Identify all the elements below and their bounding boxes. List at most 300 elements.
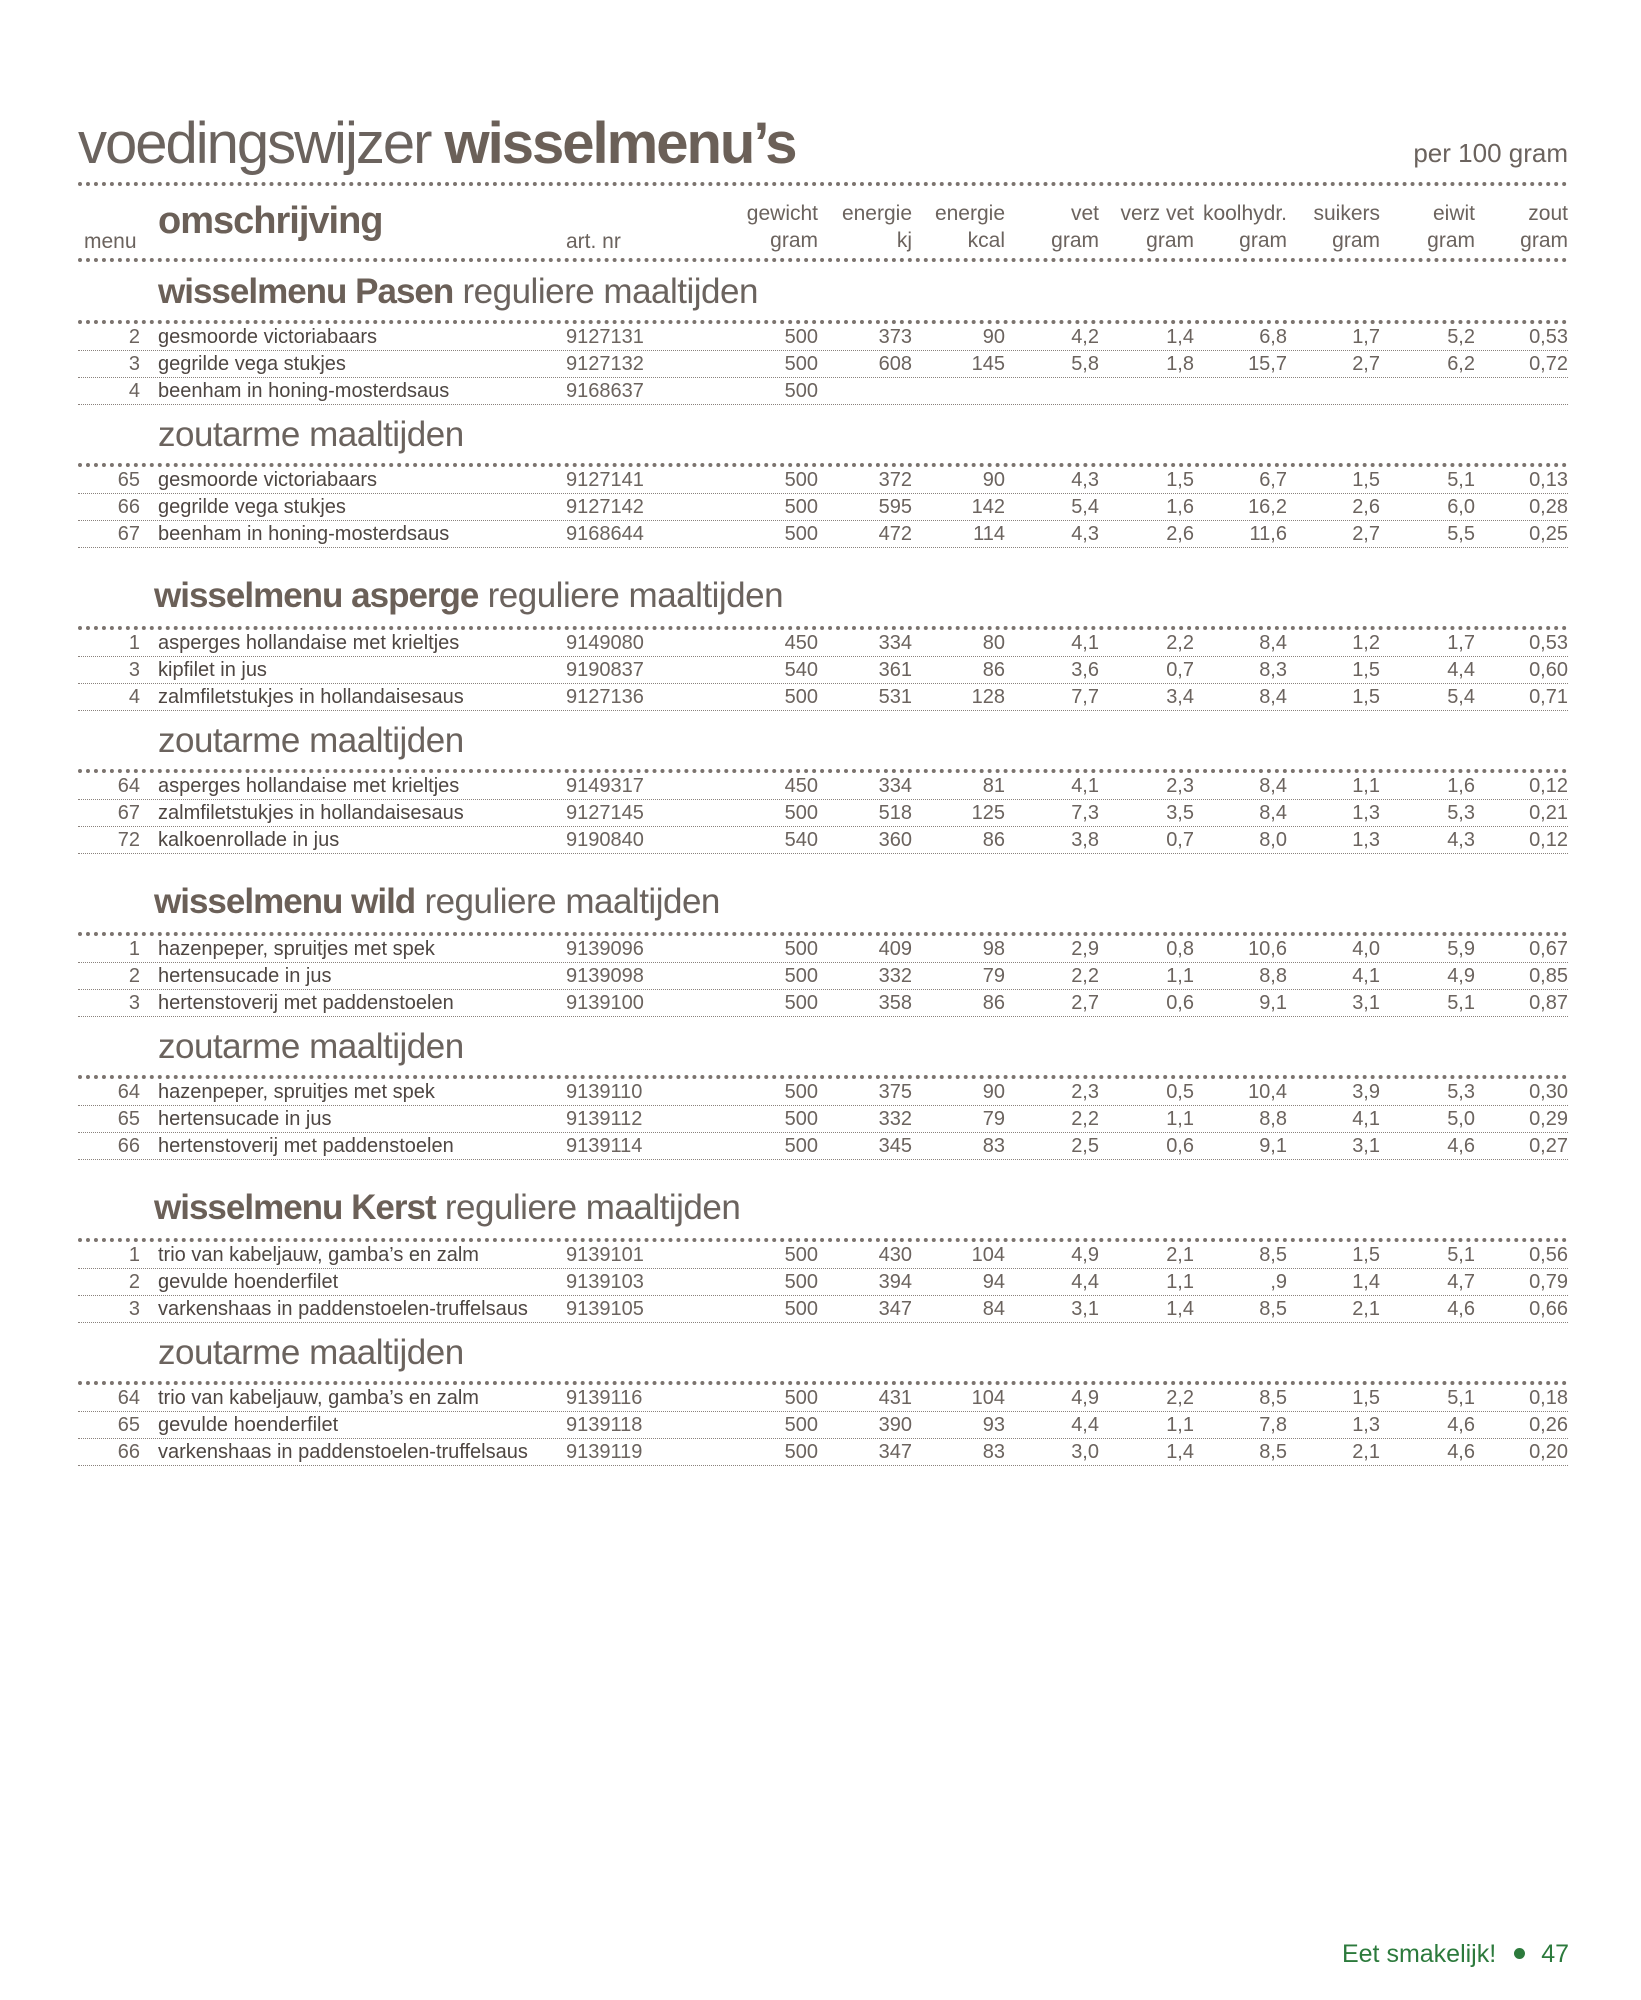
cell-menu: 3 [128, 659, 140, 681]
cell-gewicht: 500 [784, 1271, 818, 1293]
header-gewicht-unit: gram [770, 229, 818, 252]
cell-menu: 72 [117, 829, 140, 851]
cell-gewicht: 540 [784, 829, 818, 851]
cell-koolhydr: 8,4 [1259, 686, 1287, 708]
cell-zout: 0,18 [1529, 1387, 1568, 1409]
cell-koolhydr: 10,6 [1248, 938, 1287, 960]
cell-menu: 2 [128, 1271, 140, 1293]
cell-artnr: 9139114 [566, 1135, 643, 1157]
header-zout-label: zout [1528, 202, 1568, 225]
page-title [78, 110, 796, 177]
cell-koolhydr: 10,4 [1248, 1081, 1287, 1103]
table-row [78, 1242, 1568, 1269]
header-gewicht-label: gewicht [746, 202, 818, 225]
cell-verz-vet: 1,4 [1166, 1298, 1194, 1320]
cell-omschrijving: gevulde hoenderfilet [158, 1271, 339, 1293]
cell-omschrijving: hertensucade in jus [158, 1108, 332, 1130]
header-energie-kcal [935, 200, 1005, 254]
group-label: zoutarme maaltijden [158, 415, 464, 454]
cell-artnr: 9139118 [566, 1414, 643, 1436]
cell-energie-kcal: 79 [982, 1108, 1005, 1130]
cell-koolhydr: 7,8 [1259, 1414, 1287, 1436]
cell-artnr: 9168637 [566, 380, 644, 402]
cell-eiwit: 5,1 [1447, 1387, 1475, 1409]
group-label: zoutarme maaltijden [158, 1333, 464, 1372]
cell-zout: 0,21 [1529, 802, 1568, 824]
cell-gewicht: 500 [784, 1081, 818, 1103]
cell-gewicht: 500 [784, 469, 818, 491]
table-row [78, 773, 1568, 800]
cell-vet: 4,4 [1071, 1271, 1099, 1293]
header-eiwit-unit: gram [1427, 229, 1475, 252]
cell-artnr: 9139105 [566, 1298, 644, 1320]
table-row [78, 990, 1568, 1017]
header-suikers [1313, 200, 1380, 254]
header-verz-vet-unit: gram [1146, 229, 1194, 252]
table-row [78, 657, 1568, 684]
cell-omschrijving: gesmoorde victoriabaars [158, 326, 377, 348]
cell-eiwit: 5,2 [1447, 326, 1475, 348]
cell-koolhydr: 8,0 [1259, 829, 1287, 851]
section-title [78, 856, 1568, 932]
cell-eiwit: 4,6 [1447, 1441, 1475, 1463]
cell-vet: 4,9 [1071, 1244, 1099, 1266]
cell-eiwit: 5,9 [1447, 938, 1475, 960]
cell-eiwit: 5,5 [1447, 523, 1475, 545]
header-gewicht [747, 200, 818, 254]
cell-gewicht: 500 [784, 496, 818, 518]
cell-gewicht: 540 [784, 659, 818, 681]
cell-artnr: 9139096 [566, 938, 644, 960]
cell-energie-kj: 531 [878, 686, 912, 708]
cell-vet: 5,8 [1071, 353, 1099, 375]
group-label: zoutarme maaltijden [158, 1027, 464, 1066]
divider [78, 182, 1568, 186]
cell-vet: 4,3 [1071, 523, 1099, 545]
table-row [78, 1296, 1568, 1323]
cell-gewicht: 500 [784, 992, 818, 1014]
cell-energie-kcal: 98 [982, 938, 1005, 960]
group-title [78, 1325, 1568, 1381]
cell-zout: 0,25 [1529, 523, 1568, 545]
cell-omschrijving: asperges hollandaise met krieltjes [158, 632, 460, 654]
cell-vet: 4,9 [1071, 1387, 1099, 1409]
cell-artnr: 9127136 [566, 686, 644, 708]
cell-zout: 0,66 [1529, 1298, 1568, 1320]
group-title [78, 713, 1568, 769]
cell-energie-kj: 595 [878, 496, 912, 518]
cell-gewicht: 500 [784, 802, 818, 824]
cell-suikers: 3,1 [1352, 992, 1380, 1014]
cell-vet: 4,1 [1071, 632, 1099, 654]
cell-energie-kj: 373 [878, 326, 912, 348]
cell-zout: 0,12 [1529, 829, 1568, 851]
footer-dot-icon [1514, 1948, 1525, 1959]
cell-eiwit: 5,4 [1447, 686, 1475, 708]
cell-omschrijving: trio van kabeljauw, gamba’s en zalm [158, 1387, 479, 1409]
cell-omschrijving: hazenpeper, spruitjes met spek [158, 938, 435, 960]
cell-koolhydr: ,9 [1270, 1271, 1287, 1293]
title-light: voedingswijzer [78, 111, 445, 176]
header-suikers-label: suikers [1313, 202, 1380, 225]
table-row [78, 351, 1568, 378]
cell-menu: 2 [128, 965, 140, 987]
cell-energie-kcal: 86 [982, 992, 1005, 1014]
cell-verz-vet: 1,6 [1166, 496, 1194, 518]
cell-artnr: 9127131 [566, 326, 644, 348]
cell-omschrijving: beenham in honing-mosterdsaus [158, 380, 450, 402]
cell-vet: 3,0 [1071, 1441, 1099, 1463]
cell-menu: 3 [128, 353, 140, 375]
cell-vet: 3,6 [1071, 659, 1099, 681]
cell-energie-kj: 372 [878, 469, 912, 491]
cell-menu: 1 [128, 938, 140, 960]
column-header [78, 188, 1568, 258]
cell-suikers: 4,1 [1352, 965, 1380, 987]
cell-eiwit: 5,3 [1447, 802, 1475, 824]
cell-omschrijving: hertensucade in jus [158, 965, 332, 987]
cell-verz-vet: 1,1 [1166, 1271, 1194, 1293]
section-heading [158, 721, 464, 761]
cell-vet: 2,2 [1071, 965, 1099, 987]
section-heading [158, 272, 758, 312]
divider [78, 258, 1568, 262]
header-energie-kcal-unit: kcal [967, 229, 1005, 252]
footer-text: Eet smakelijk! [1341, 1940, 1497, 1968]
cell-zout: 0,67 [1529, 938, 1568, 960]
table-row [78, 1106, 1568, 1133]
cell-artnr: 9127141 [566, 469, 644, 491]
table-row [78, 378, 1568, 405]
cell-menu: 3 [128, 992, 140, 1014]
cell-energie-kcal: 104 [971, 1244, 1005, 1266]
header-energie-kj [842, 200, 912, 254]
table-row [78, 324, 1568, 351]
cell-menu: 64 [117, 775, 140, 797]
cell-zout: 0,85 [1529, 965, 1568, 987]
cell-gewicht: 500 [784, 1414, 818, 1436]
cell-eiwit: 1,7 [1447, 632, 1475, 654]
table-row [78, 1079, 1568, 1106]
section-heading [158, 1333, 464, 1373]
per-100-gram-label: per 100 gram [1413, 138, 1568, 168]
header-zout-unit: gram [1520, 229, 1568, 252]
cell-menu: 64 [117, 1387, 140, 1409]
cell-koolhydr: 16,2 [1248, 496, 1287, 518]
cell-energie-kj: 334 [878, 775, 912, 797]
cell-menu: 65 [117, 469, 140, 491]
cell-koolhydr: 8,8 [1259, 965, 1287, 987]
table-row [78, 684, 1568, 711]
cell-energie-kj: 347 [878, 1441, 912, 1463]
cell-verz-vet: 1,4 [1166, 1441, 1194, 1463]
cell-energie-kcal: 80 [982, 632, 1005, 654]
cell-eiwit: 6,0 [1447, 496, 1475, 518]
cell-suikers: 1,2 [1352, 632, 1380, 654]
cell-koolhydr: 8,8 [1259, 1108, 1287, 1130]
cell-verz-vet: 1,8 [1166, 353, 1194, 375]
cell-zout: 0,12 [1529, 775, 1568, 797]
cell-zout: 0,13 [1529, 469, 1568, 491]
cell-omschrijving: trio van kabeljauw, gamba’s en zalm [158, 1244, 479, 1266]
cell-menu: 64 [117, 1081, 140, 1103]
cell-suikers: 2,1 [1352, 1298, 1380, 1320]
cell-zout: 0,26 [1529, 1414, 1568, 1436]
cell-zout: 0,27 [1529, 1135, 1568, 1157]
cell-gewicht: 500 [784, 523, 818, 545]
cell-energie-kcal: 94 [982, 1271, 1005, 1293]
cell-gewicht: 500 [784, 1244, 818, 1266]
table-row [78, 630, 1568, 657]
cell-energie-kcal: 83 [982, 1441, 1005, 1463]
cell-suikers: 4,0 [1352, 938, 1380, 960]
cell-koolhydr: 8,3 [1259, 659, 1287, 681]
cell-vet: 4,3 [1071, 469, 1099, 491]
cell-artnr: 9139098 [566, 965, 644, 987]
cell-vet: 7,3 [1071, 802, 1099, 824]
cell-vet: 5,4 [1071, 496, 1099, 518]
cell-verz-vet: 3,5 [1166, 802, 1194, 824]
cell-energie-kcal: 86 [982, 829, 1005, 851]
cell-energie-kcal: 86 [982, 659, 1005, 681]
cell-verz-vet: 2,2 [1166, 632, 1194, 654]
cell-vet: 7,7 [1071, 686, 1099, 708]
cell-energie-kj: 345 [878, 1135, 912, 1157]
cell-vet: 2,3 [1071, 1081, 1099, 1103]
sections [78, 264, 1568, 1466]
header-suikers-unit: gram [1332, 229, 1380, 252]
header-energie-kj-label: energie [841, 202, 912, 225]
cell-verz-vet: 0,7 [1166, 659, 1194, 681]
table-row [78, 800, 1568, 827]
cell-verz-vet: 1,5 [1166, 469, 1194, 491]
header-verz-vet [1120, 200, 1194, 254]
cell-gewicht: 500 [784, 686, 818, 708]
cell-gewicht: 500 [784, 353, 818, 375]
table-row [78, 827, 1568, 854]
cell-menu: 67 [117, 523, 140, 545]
cell-koolhydr: 6,8 [1259, 326, 1287, 348]
cell-vet: 2,2 [1071, 1108, 1099, 1130]
cell-gewicht: 500 [784, 326, 818, 348]
cell-eiwit: 4,4 [1447, 659, 1475, 681]
header-verz-vet-label: verz vet [1120, 202, 1194, 225]
header-zout [1520, 200, 1568, 254]
header-energie-kcal-label: energie [934, 202, 1005, 225]
cell-energie-kj: 472 [878, 523, 912, 545]
cell-verz-vet: 2,2 [1166, 1387, 1194, 1409]
cell-omschrijving: gegrilde vega stukjes [158, 496, 346, 518]
cell-energie-kj: 375 [878, 1081, 912, 1103]
table-row [78, 1439, 1568, 1466]
cell-vet: 4,1 [1071, 775, 1099, 797]
cell-zout: 0,56 [1529, 1244, 1568, 1266]
header-koolhydr-unit: gram [1239, 229, 1287, 252]
cell-energie-kcal: 83 [982, 1135, 1005, 1157]
page [78, 110, 1568, 1466]
cell-koolhydr: 8,4 [1259, 775, 1287, 797]
cell-eiwit: 4,7 [1447, 1271, 1475, 1293]
cell-koolhydr: 8,5 [1259, 1441, 1287, 1463]
cell-omschrijving: asperges hollandaise met krieltjes [158, 775, 460, 797]
section-title [78, 264, 1568, 320]
cell-energie-kj: 358 [878, 992, 912, 1014]
cell-suikers: 3,9 [1352, 1081, 1380, 1103]
cell-koolhydr: 9,1 [1259, 1135, 1287, 1157]
cell-vet: 4,4 [1071, 1414, 1099, 1436]
cell-suikers: 1,5 [1352, 1244, 1380, 1266]
cell-koolhydr: 8,4 [1259, 632, 1287, 654]
title-row [78, 110, 1568, 182]
cell-artnr: 9139100 [566, 992, 644, 1014]
section-title [78, 1162, 1568, 1238]
cell-verz-vet: 0,7 [1166, 829, 1194, 851]
cell-suikers: 1,7 [1352, 326, 1380, 348]
cell-koolhydr: 8,4 [1259, 802, 1287, 824]
cell-suikers: 2,1 [1352, 1441, 1380, 1463]
header-vet-unit: gram [1051, 229, 1099, 252]
cell-energie-kj: 394 [878, 1271, 912, 1293]
cell-omschrijving: hertenstoverij met paddenstoelen [158, 1135, 454, 1157]
cell-energie-kcal: 104 [971, 1387, 1005, 1409]
title-bold: wisselmenu’s [444, 111, 796, 176]
cell-gewicht: 450 [784, 632, 818, 654]
cell-artnr: 9139119 [566, 1441, 643, 1463]
cell-verz-vet: 3,4 [1166, 686, 1194, 708]
cell-menu: 67 [117, 802, 140, 824]
cell-energie-kcal: 90 [982, 469, 1005, 491]
cell-verz-vet: 2,3 [1166, 775, 1194, 797]
cell-energie-kcal: 90 [982, 326, 1005, 348]
cell-menu: 2 [128, 326, 140, 348]
cell-energie-kcal: 128 [971, 686, 1005, 708]
section-title [78, 550, 1568, 626]
cell-menu: 66 [117, 1135, 140, 1157]
cell-energie-kj: 390 [878, 1414, 912, 1436]
cell-omschrijving: kalkoenrollade in jus [158, 829, 340, 851]
section-name: wisselmenu asperge [154, 576, 479, 615]
cell-suikers: 1,5 [1352, 659, 1380, 681]
cell-suikers: 1,1 [1352, 775, 1380, 797]
cell-artnr: 9139112 [566, 1108, 643, 1130]
cell-suikers: 1,3 [1352, 1414, 1380, 1436]
cell-energie-kj: 332 [878, 1108, 912, 1130]
section-heading [154, 576, 783, 616]
cell-menu: 66 [117, 1441, 140, 1463]
cell-energie-kcal: 145 [971, 353, 1005, 375]
header-artnr: art. nr [566, 230, 621, 253]
table-row [78, 494, 1568, 521]
section-heading [158, 1027, 464, 1067]
cell-koolhydr: 8,5 [1259, 1244, 1287, 1266]
group-label: reguliere maaltijden [424, 882, 720, 921]
cell-eiwit: 5,1 [1447, 469, 1475, 491]
cell-koolhydr: 8,5 [1259, 1298, 1287, 1320]
cell-zout: 0,30 [1529, 1081, 1568, 1103]
group-label: reguliere maaltijden [462, 272, 758, 311]
header-vet [1051, 200, 1099, 254]
cell-gewicht: 500 [784, 380, 818, 402]
cell-zout: 0,53 [1529, 632, 1568, 654]
cell-koolhydr: 8,5 [1259, 1387, 1287, 1409]
cell-energie-kj: 431 [878, 1387, 912, 1409]
section-heading [154, 882, 720, 922]
cell-energie-kj: 409 [878, 938, 912, 960]
cell-artnr: 9139116 [566, 1387, 643, 1409]
cell-vet: 4,2 [1071, 326, 1099, 348]
cell-verz-vet: 2,1 [1166, 1244, 1194, 1266]
cell-eiwit: 1,6 [1447, 775, 1475, 797]
cell-eiwit: 6,2 [1447, 353, 1475, 375]
cell-energie-kcal: 90 [982, 1081, 1005, 1103]
cell-verz-vet: 0,6 [1166, 1135, 1194, 1157]
group-title [78, 1019, 1568, 1075]
cell-verz-vet: 1,4 [1166, 326, 1194, 348]
table-row [78, 1133, 1568, 1160]
cell-energie-kj: 518 [878, 802, 912, 824]
cell-artnr: 9149080 [566, 632, 644, 654]
cell-eiwit: 4,6 [1447, 1135, 1475, 1157]
cell-eiwit: 5,0 [1447, 1108, 1475, 1130]
section-heading [158, 415, 464, 455]
cell-gewicht: 500 [784, 1441, 818, 1463]
cell-zout: 0,60 [1529, 659, 1568, 681]
cell-vet: 3,1 [1071, 1298, 1099, 1320]
header-eiwit [1427, 200, 1475, 254]
cell-suikers: 3,1 [1352, 1135, 1380, 1157]
cell-zout: 0,87 [1529, 992, 1568, 1014]
cell-verz-vet: 0,8 [1166, 938, 1194, 960]
cell-menu: 1 [128, 632, 140, 654]
header-koolhydr [1203, 200, 1287, 254]
cell-verz-vet: 0,5 [1166, 1081, 1194, 1103]
cell-eiwit: 5,3 [1447, 1081, 1475, 1103]
cell-suikers: 1,5 [1352, 1387, 1380, 1409]
cell-artnr: 9168644 [566, 523, 644, 545]
cell-energie-kcal: 93 [982, 1414, 1005, 1436]
section-name: wisselmenu Kerst [154, 1188, 436, 1227]
cell-artnr: 9190837 [566, 659, 644, 681]
cell-menu: 66 [117, 496, 140, 518]
cell-eiwit: 4,6 [1447, 1414, 1475, 1436]
table-row [78, 1269, 1568, 1296]
cell-koolhydr: 11,6 [1249, 523, 1287, 545]
cell-energie-kj: 361 [878, 659, 912, 681]
cell-menu: 1 [128, 1244, 140, 1266]
cell-koolhydr: 15,7 [1248, 353, 1287, 375]
cell-verz-vet: 2,6 [1166, 523, 1194, 545]
cell-gewicht: 500 [784, 1135, 818, 1157]
cell-vet: 3,8 [1071, 829, 1099, 851]
table-row [78, 963, 1568, 990]
cell-vet: 2,9 [1071, 938, 1099, 960]
cell-menu: 4 [128, 686, 140, 708]
section-name: wisselmenu wild [154, 882, 416, 921]
cell-energie-kcal: 114 [973, 523, 1005, 545]
cell-energie-kj: 608 [878, 353, 912, 375]
table-row [78, 521, 1568, 548]
cell-omschrijving: hertenstoverij met paddenstoelen [158, 992, 454, 1014]
cell-menu: 65 [117, 1414, 140, 1436]
cell-gewicht: 500 [784, 1298, 818, 1320]
cell-suikers: 2,7 [1352, 353, 1380, 375]
cell-menu: 65 [117, 1108, 140, 1130]
cell-suikers: 2,7 [1352, 523, 1380, 545]
table-row [78, 467, 1568, 494]
cell-gewicht: 500 [784, 938, 818, 960]
cell-omschrijving: zalmfiletstukjes in hollandaisesaus [158, 802, 464, 824]
cell-omschrijving: varkenshaas in paddenstoelen-truffelsaus [158, 1441, 528, 1463]
